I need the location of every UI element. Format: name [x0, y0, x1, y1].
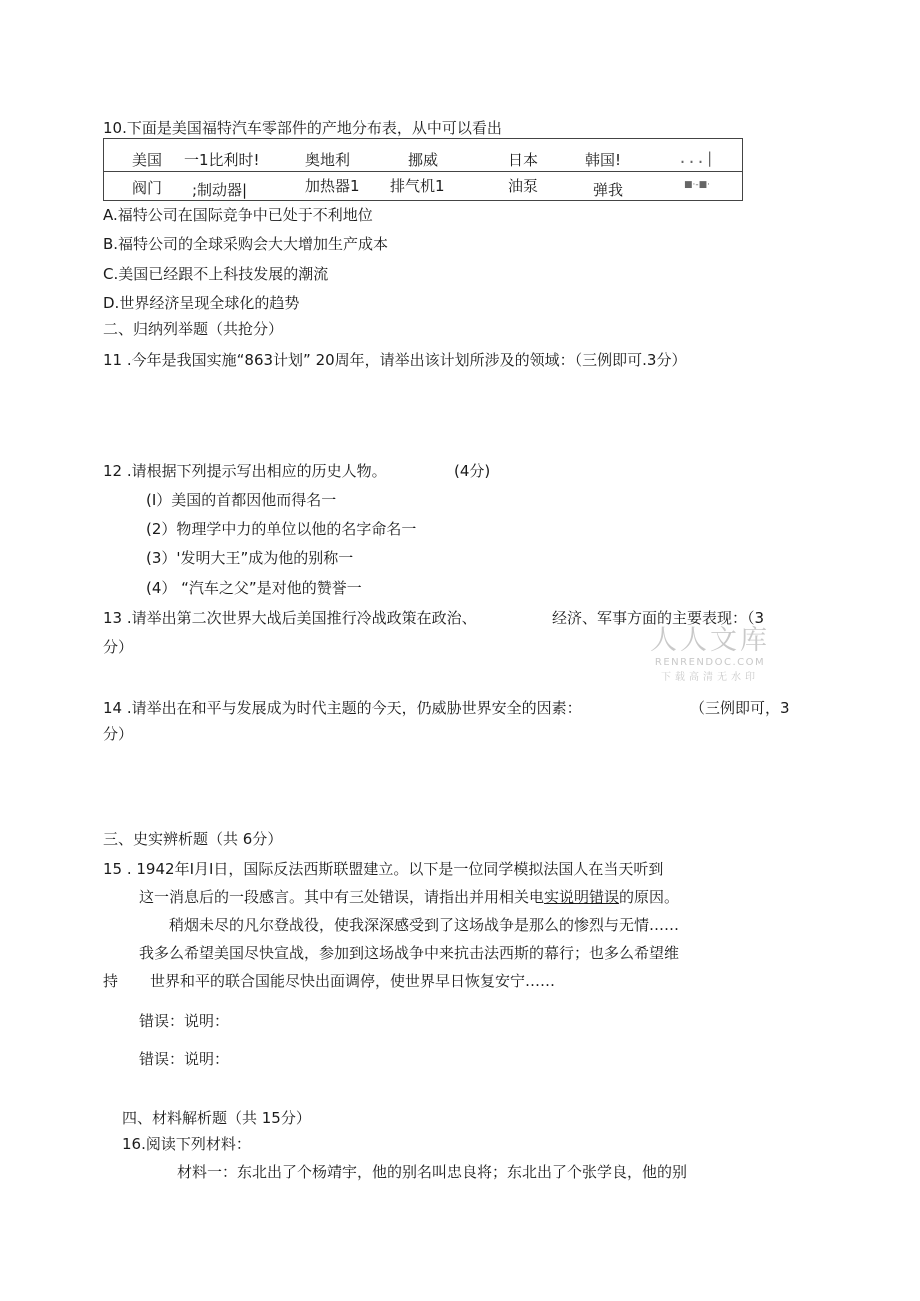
table-divider [104, 171, 742, 172]
q15-line-5-b: 世界和平的联合国能尽快出面调停，使世界早日恢复安宁…… [150, 972, 556, 990]
q13-text-3: 分） [103, 638, 134, 656]
q15-line-2 [139, 888, 679, 906]
q15-line-5-a: 持 [103, 972, 119, 990]
table-cell: 阀门 [132, 179, 163, 197]
q10-stem: 10.下面是美国福特汽车零部件的产地分布表，从中可以看出 [103, 119, 502, 137]
q15-line-2-a: 这一消息后的一段感言。其中有三处错误，请指出并用相关电 [139, 888, 545, 906]
table-cell: 日本 [508, 151, 539, 169]
q15-line-3: 稍烟未尽的凡尔登战役，使我深深感受到了这场战争是那么的惨烈与无情…… [169, 916, 680, 934]
q15-line-2-underlined: 实说明错误 [544, 888, 620, 906]
q14-text-3: 分） [103, 725, 134, 743]
q10-option-d: D.世界经济呈现全球化的趋势 [103, 294, 300, 312]
q16-stem: 16.阅读下列材料： [122, 1135, 251, 1153]
q12-item-4: (4） “汽车之父”是对他的赞誉一 [146, 579, 362, 597]
section-3-heading: 三、史实辨析题（共 6分） [103, 830, 283, 848]
q10-option-b: B.福特公司的全球采购会大大增加生产成本 [103, 235, 389, 253]
table-cell: 美国 [132, 151, 163, 169]
table-cell: ...| [678, 149, 715, 167]
q15-answer-1: 错误：说明： [139, 1012, 230, 1030]
watermark-slogan: 下载高清无水印 [661, 672, 759, 683]
table-cell: ■·-■· [684, 180, 710, 190]
q14-text-1: 14 .请举出在和平与发展成为时代主题的今天，仍威胁世界安全的因素： [103, 699, 582, 717]
section-2-heading: 二、归纳列举题（共抢分） [103, 320, 284, 338]
q12-item-1: (I）美国的首都因他而得名一 [146, 491, 337, 509]
q12-item-3: (3）'发明大王”成为他的别称一 [146, 549, 354, 567]
q15-line-4: 我多么希望美国尽快宣战，参加到这场战争中来抗击法西斯的幕行；也多么希望维 [139, 944, 680, 962]
watermark-site: RENRENDOC.COM [654, 657, 766, 668]
q11-text: 11 .今年是我国实施“863计划” 20周年，请举出该计划所涉及的领域：（三例即可.3分） [103, 351, 687, 369]
q13-text-2: 经济、军事方面的主要表现：（3 [552, 609, 765, 627]
parts-origin-table [103, 138, 743, 201]
watermark [645, 618, 775, 683]
q15-answer-2: 错误：说明： [139, 1050, 230, 1068]
table-cell: 排气机1 [390, 177, 445, 195]
q15-line-1: 15 . 1942年I月I日，国际反法西斯联盟建立。以下是一位同学模拟法国人在当天听到 [103, 860, 664, 878]
q14-text-2: （三例即可，3 [690, 699, 790, 717]
q12-points: (4分) [454, 462, 491, 480]
table-cell: 弹我 [593, 181, 624, 199]
q12-item-2: (2）物理学中力的单位以他的名字命名一 [146, 520, 417, 538]
table-cell: 一1比利时! [184, 151, 260, 169]
q12-stem: 12 .请根据下列提示写出相应的历史人物。 [103, 462, 387, 480]
section-4-heading: 四、材料解析题（共 15分） [122, 1109, 311, 1127]
q10-option-a: A.福特公司在国际竞争中已处于不利地位 [103, 206, 373, 224]
table-cell: 奥地利 [305, 151, 351, 169]
table-cell: 加热器1 [305, 177, 360, 195]
q13-text-1: 13 .请举出第二次世界大战后美国推行冷战政策在政治、 [103, 609, 477, 627]
q16-material-1: 材料一：东北出了个杨靖宇，他的别名叫忠良将；东北出了个张学良，他的别 [177, 1163, 688, 1181]
watermark-title: 人人文库 [650, 625, 770, 656]
table-cell: ;制动器| [192, 181, 248, 199]
table-cell: 韩国! [585, 151, 622, 169]
table-cell: 油泵 [508, 177, 539, 195]
q15-line-2-c: 的原因。 [619, 888, 680, 906]
table-cell: 挪威 [408, 151, 439, 169]
q10-option-c: C.美国已经跟不上科技发展的潮流 [103, 265, 329, 283]
